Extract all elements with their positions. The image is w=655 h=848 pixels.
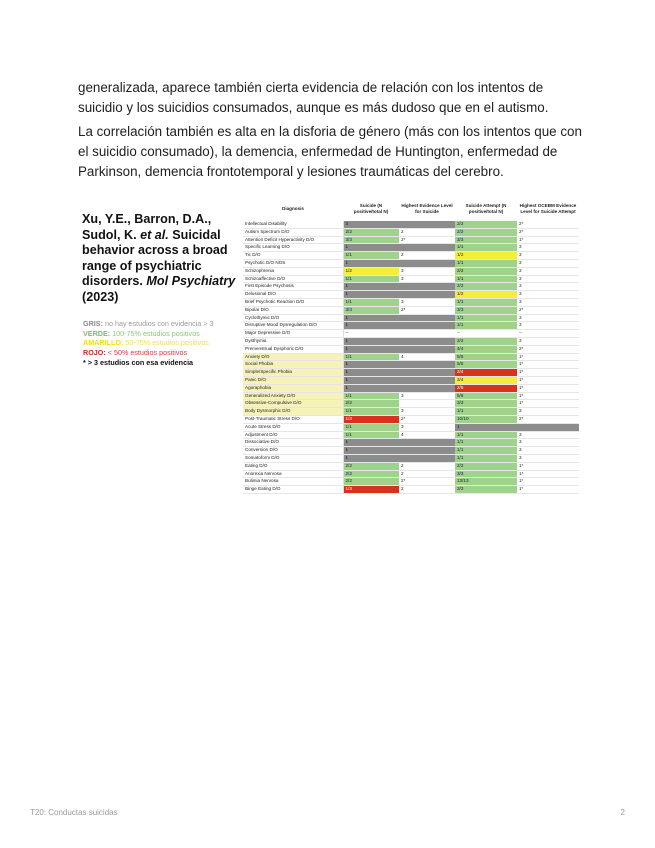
table-cell-attempt: 5/6 [455,392,517,400]
table-cell-attempt: 3/4 [455,376,517,384]
table-cell-suicide-evidence: 2 [399,486,455,494]
table-cell-suicide-evidence [399,322,455,330]
table-cell-suicide-evidence: 2* [399,236,455,244]
table-cell-attempt-evidence: 1* [517,470,579,478]
table-cell-attempt-evidence: 3 [517,408,579,416]
color-legend [83,319,243,368]
citation-etal: et al. [140,227,169,242]
citation-title: Suicidal behavior across a broad range of psychiatric disorders. [82,227,228,288]
table-cell-attempt: 1/1 [455,298,517,306]
table-cell-diagnosis: Schizoaffective D/O [243,275,343,283]
table-cell-diagnosis: Binge Eating D/O [243,486,343,494]
table-cell-diagnosis: Psychotic D/O NOS [243,259,343,267]
table-cell-attempt-evidence: 3 [517,275,579,283]
table-cell-attempt: 2/5 [455,384,517,392]
table-cell-suicide-evidence: 3 [399,298,455,306]
table-cell-attempt-evidence: 3 [517,291,579,299]
table-cell-suicide: 1 [343,369,399,377]
table-row [243,353,579,361]
table-cell-suicide-evidence [399,361,455,369]
table-cell-attempt: 3/3 [455,470,517,478]
table-cell-attempt-evidence: 3 [517,267,579,275]
table-cell-diagnosis: Eating D/O [243,462,343,470]
table-cell-attempt: 3/3 [455,486,517,494]
table-cell-diagnosis: Conversion D/O [243,447,343,455]
table-cell-suicide: 1 [343,384,399,392]
table-cell-attempt: 2/2 [455,283,517,291]
table-cell-suicide-evidence [399,291,455,299]
table-cell-attempt: 1/2 [455,252,517,260]
table-cell-suicide-evidence [399,447,455,455]
table-cell-suicide-evidence [399,369,455,377]
table-cell-attempt: 1/1 [455,314,517,322]
table-cell-attempt-evidence: 2* [517,415,579,423]
table-cell-attempt: 1/1 [455,439,517,447]
table-cell-diagnosis: Major Depressive D/O [243,330,343,338]
table-cell-attempt-evidence: 3 [517,314,579,322]
table-cell-attempt: 13/13 [455,478,517,486]
table-row [243,470,579,478]
table-cell-attempt-evidence: 2* [517,228,579,236]
table-row [243,462,579,470]
paragraph-2: La correlación también es alta en la disforia de género (más con los intentos que con el suicidio consumado), la demencia, enfermedad de Huntington, enfermedad de Parkinson, demencia frontotemporal y lesiones traumáticas del cerebro. [78,124,582,179]
table-cell-attempt: 1/1 [455,454,517,462]
table-cell-suicide-evidence [399,376,455,384]
citation-year: (2023) [82,289,119,304]
table-cell-suicide: 2/2 [343,478,399,486]
table-cell-suicide: 1/1 [343,353,399,361]
table-cell-attempt: 1/1 [455,447,517,455]
table-row [243,298,579,306]
table-cell-attempt-evidence: 3 [517,252,579,260]
table-cell-suicide: 1 [343,337,399,345]
table-cell-attempt-evidence: 1* [517,400,579,408]
legend-star-note: * > 3 estudios con esa evidencia [83,358,194,368]
table-cell-suicide-evidence [399,283,455,291]
table-cell-attempt: 2/2 [455,267,517,275]
table-cell-diagnosis: Adjustment D/O [243,431,343,439]
evidence-table [243,197,579,494]
citation-authors: Xu, Y.E., Barron, D.A., Sudol, K. [82,212,212,242]
legend-amarillo: AMARILLO: 50-75% estudios positivos [83,338,209,348]
table-cell-attempt: 1/1 [455,431,517,439]
table-cell-suicide: 2/2 [343,228,399,236]
table-cell-diagnosis: Simple/Specific Phobia [243,369,343,377]
table-cell-suicide: 1 [343,447,399,455]
table-cell-diagnosis: Body Dysmorphic D/O [243,408,343,416]
table-cell-attempt: 5/5 [455,353,517,361]
table-cell-attempt-evidence: 3 [517,283,579,291]
table-row [243,361,579,369]
table-cell-suicide: -- [343,330,399,338]
table-cell-suicide: 1/1 [343,408,399,416]
table-cell-suicide: 1/2 [343,267,399,275]
table-cell-suicide-evidence: 2 [399,252,455,260]
table-row [243,337,579,345]
evidence-table-figure [243,197,579,494]
table-row [243,252,579,260]
table-cell-attempt-evidence: 3 [517,447,579,455]
table-cell-diagnosis: Acute Stress D/O [243,423,343,431]
table-cell-suicide: 1 [343,314,399,322]
citation [82,212,242,305]
header-suicide: Suicide (N positive/total N) [343,197,399,221]
table-cell-suicide-evidence [399,314,455,322]
table-cell-suicide: 3/3 [343,236,399,244]
table-cell-suicide: 2/2 [343,400,399,408]
table-cell-suicide: 1 [343,259,399,267]
table-row [243,267,579,275]
table-cell-suicide: 1/1 [343,298,399,306]
table-cell-suicide: 1 [343,244,399,252]
table-cell-diagnosis: Intellectual Disability [243,221,343,228]
header-suicide-evidence: Highest Evidence Level for Suicide [399,197,455,221]
table-cell-suicide: 1/1 [343,423,399,431]
table-cell-diagnosis: Tic D/O [243,252,343,260]
table-cell-attempt-evidence: 2* [517,221,579,228]
table-cell-attempt-evidence: 3 [517,322,579,330]
table-cell-attempt-evidence: 3 [517,454,579,462]
table-cell-suicide-evidence: 4 [399,353,455,361]
table-cell-attempt-evidence: 1* [517,478,579,486]
table-cell-suicide-evidence: 3 [399,275,455,283]
table-row [243,431,579,439]
legend-gris: GRIS: no hay estudios con evidencia > 3 [83,319,214,328]
table-row [243,259,579,267]
table-row [243,306,579,314]
table-cell-suicide: 1 [343,439,399,447]
table-cell-diagnosis: Generalized Anxiety D/O [243,392,343,400]
table-row [243,228,579,236]
table-cell-attempt-evidence: 3 [517,259,579,267]
table-cell-diagnosis: First Episode Psychosis [243,283,343,291]
table-cell-suicide-evidence: 3 [399,267,455,275]
table-cell-suicide-evidence [399,439,455,447]
table-cell-attempt: 1/1 [455,275,517,283]
header-attempt-evidence: Highest OCEBM Evidence Level for Suicide Attempt [517,197,579,221]
table-cell-attempt: 4/4 [455,345,517,353]
table-cell-suicide-evidence [399,244,455,252]
table-cell-suicide: 1/3 [343,415,399,423]
table-row [243,283,579,291]
table-cell-attempt-evidence [517,423,579,431]
table-cell-suicide: 1/1 [343,392,399,400]
table-cell-attempt: 1/2 [455,291,517,299]
table-cell-attempt: 2/2 [455,221,517,228]
table-cell-attempt-evidence: 1* [517,462,579,470]
table-row [243,423,579,431]
table-cell-suicide-evidence [399,345,455,353]
table-cell-attempt-evidence: 2* [517,345,579,353]
table-cell-diagnosis: Bipolar D/O [243,306,343,314]
table-cell-attempt: 1 [455,423,517,431]
table-row [243,322,579,330]
table-cell-attempt-evidence: 1* [517,486,579,494]
table-cell-suicide: 1 [343,454,399,462]
table-cell-suicide-evidence [399,384,455,392]
table-cell-diagnosis: Attention Deficit Hyperactivity D/O [243,236,343,244]
table-cell-suicide-evidence [399,400,455,408]
table-cell-attempt-evidence: 3 [517,431,579,439]
table-row [243,275,579,283]
table-cell-diagnosis: Somatoform D/O [243,454,343,462]
table-row [243,384,579,392]
table-cell-diagnosis: Autism Spectrum D/O [243,228,343,236]
page-number: 2 [620,808,625,817]
table-cell-diagnosis: Agoraphobia [243,384,343,392]
table-cell-suicide-evidence [399,330,455,338]
table-cell-attempt: 2/2 [455,462,517,470]
table-cell-suicide: 1/1 [343,252,399,260]
table-row [243,454,579,462]
table-header-row [243,197,579,221]
table-cell-suicide-evidence [399,221,455,228]
table-cell-diagnosis: Premenstrual Dysphoric D/O [243,345,343,353]
legend-rojo: ROJO: < 50% estudios positivos [83,347,188,357]
table-cell-suicide: 3 [343,221,399,228]
table-row [243,314,579,322]
table-cell-attempt: 1/1 [455,322,517,330]
table-cell-diagnosis: Dysthymia [243,337,343,345]
table-cell-diagnosis: Anorexia Nervosa [243,470,343,478]
table-cell-attempt: 2/2 [455,337,517,345]
table-cell-diagnosis: Social Phobia [243,361,343,369]
table-cell-attempt: 10/10 [455,415,517,423]
table-cell-suicide: 2/2 [343,462,399,470]
legend-verde: VERDE: 100-75% estudios positivos [83,328,200,338]
table-cell-suicide-evidence: 2* [399,415,455,423]
table-cell-attempt: 3/3 [455,400,517,408]
table-row [243,478,579,486]
table-cell-suicide: 1 [343,322,399,330]
table-cell-suicide-evidence [399,337,455,345]
table-cell-attempt: 2/4 [455,369,517,377]
table-cell-attempt-evidence: 3 [517,298,579,306]
table-row [243,244,579,252]
table-cell-attempt-evidence: 3 [517,244,579,252]
table-cell-attempt-evidence: 1* [517,384,579,392]
table-row [243,369,579,377]
table-cell-attempt: 1/1 [455,244,517,252]
table-cell-attempt-evidence: 1* [517,353,579,361]
table-row [243,392,579,400]
table-cell-suicide-evidence: 2 [399,470,455,478]
table-cell-attempt-evidence: 1* [517,376,579,384]
table-row [243,400,579,408]
table-cell-diagnosis: Specific Learning D/O [243,244,343,252]
table-cell-suicide-evidence [399,454,455,462]
table-cell-suicide-evidence: 3 [399,392,455,400]
table-cell-suicide: 1 [343,283,399,291]
table-cell-diagnosis: Disruptive Mood Dysregulation D/O [243,322,343,330]
table-row [243,408,579,416]
table-cell-attempt-evidence: 3 [517,337,579,345]
header-attempt: Suicide Attempt (N positive/total N) [455,197,517,221]
table-row [243,236,579,244]
table-cell-suicide-evidence: 2* [399,306,455,314]
table-cell-suicide: 1/1 [343,431,399,439]
table-cell-suicide-evidence: 2 [399,462,455,470]
table-cell-attempt: 3/3 [455,236,517,244]
table-cell-suicide-evidence: 3 [399,408,455,416]
table-cell-attempt-evidence: 1* [517,392,579,400]
table-row [243,447,579,455]
table-cell-diagnosis: Cyclothymic D/O [243,314,343,322]
table-cell-suicide-evidence: 2 [399,228,455,236]
table-cell-attempt-evidence: 2* [517,306,579,314]
table-cell-suicide: 1/1 [343,275,399,283]
table-cell-diagnosis: Anxiety D/O [243,353,343,361]
table-cell-suicide: 3/3 [343,306,399,314]
table-cell-suicide: 1/3 [343,486,399,494]
table-cell-attempt: 3/3 [455,306,517,314]
table-cell-suicide-evidence: 2* [399,478,455,486]
table-cell-attempt: 5/5 [455,361,517,369]
table-cell-suicide-evidence: 3 [399,423,455,431]
citation-journal: Mol Psychiatry [146,274,236,288]
table-cell-attempt: -- [455,330,517,338]
table-row [243,439,579,447]
footer-title: T20: Conductas suicidas [30,808,118,817]
table-row [243,330,579,338]
table-cell-attempt: 2/2 [455,228,517,236]
table-cell-diagnosis: Schizophrenia [243,267,343,275]
table-cell-diagnosis: Brief Psychotic Reaction D/O [243,298,343,306]
table-cell-diagnosis: Panic D/O [243,376,343,384]
table-cell-suicide: 2/2 [343,470,399,478]
table-cell-diagnosis: Dissociative D/O [243,439,343,447]
paragraph-1: generalizada, aparece también cierta evidencia de relación con los intentos de suicidio y los suicidios consumados, aunque es más dudoso que en el autismo. [78,80,549,115]
table-row [243,376,579,384]
table-row [243,345,579,353]
table-row [243,415,579,423]
table-cell-attempt-evidence: -- [517,330,579,338]
table-row [243,221,579,228]
table-cell-diagnosis: Delusional D/O [243,291,343,299]
table-cell-suicide: 1 [343,376,399,384]
table-cell-suicide-evidence: 4 [399,431,455,439]
table-row [243,291,579,299]
table-row [243,486,579,494]
table-cell-attempt: 1/1 [455,259,517,267]
table-cell-attempt-evidence: 1* [517,361,579,369]
table-cell-suicide: 1 [343,345,399,353]
table-cell-attempt-evidence: 3 [517,439,579,447]
table-cell-suicide-evidence [399,259,455,267]
table-cell-attempt: 1/1 [455,408,517,416]
table-cell-suicide: 1 [343,291,399,299]
table-cell-diagnosis: Post-Traumatic Stress D/O [243,415,343,423]
table-cell-attempt-evidence: 1* [517,369,579,377]
table-cell-suicide: 1 [343,361,399,369]
table-cell-diagnosis: Bulimia Nervosa [243,478,343,486]
table-cell-attempt-evidence: 1* [517,236,579,244]
header-diagnosis: Diagnosis [243,197,343,221]
table-cell-diagnosis: Obsessive-Compulsive D/O [243,400,343,408]
